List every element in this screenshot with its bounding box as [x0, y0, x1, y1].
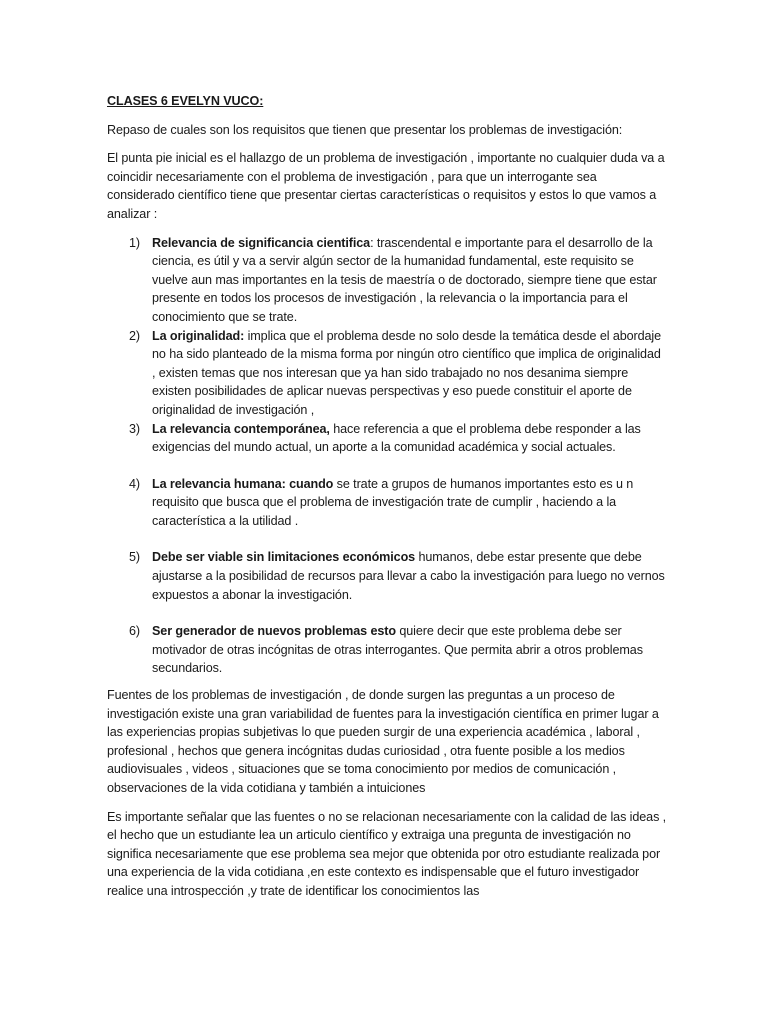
requirement-heading: La originalidad:: [152, 328, 245, 343]
requirement-item-2: [107, 327, 667, 420]
requirement-text: humanos, debe estar presente que debe ajustarse a la posibilidad de recursos para llevar a cabo la investigación para luego no vernos expuestos a abonar la investigación.: [152, 550, 665, 602]
requirement-text: implica que el problema desde no solo desde la temática desde el abordaje no ha sido planteado de la misma forma por ningún otro científico que implica de originalidad , existen temas que nos interesan que ya han sido trabajado no nos desanima siempre existen posibilidades de aplicar nuevas perspectivas y eso puede constituir el aporte de originalidad de investigación ,: [152, 328, 662, 417]
requirement-text: se trate a grupos de humanos importantes esto es u n requisito que busca que el problema de investigación trate de cumplir , haciendo a la característica a la utilidad .: [152, 476, 634, 528]
requirement-item-1: [107, 234, 667, 327]
intro-paragraph: Repaso de cuales son los requisitos que tienen que presentar los problemas de investigación:: [107, 122, 623, 137]
document-title: CLASES 6 EVELYN VUCO:: [107, 94, 264, 108]
closing-paragraph: Es importante señalar que las fuentes o no se relacionan necesariamente con la calidad de las ideas , el hecho que un estudiante lea un articulo científico y extraiga una pregunta de investigación no significa necesariamente que ese problema sea mejor que obtenida por otro estudiante realizada por una experiencia de la vida cotidiana ,en este contexto es indispensable que el futuro investigador realice una introspección ,y trate de identificar los conocimientos las: [107, 809, 667, 898]
sources-paragraph: Fuentes de los problemas de investigación , de donde surgen las preguntas a un proceso de investigación existe una gran variabilidad de fuentes para la investigación científica en primer lugar a las experiencias propias subjetivas lo que pueden surgir de una experiencia académica , laboral , profesional , hechos que genera incógnitas dudas curiosidad , otra fuente posible a los medios audiovisuales , videos , situaciones que se toma conocimiento por medios de comunicación , observaciones de la vida cotidiana y también a intuiciones: [107, 688, 659, 795]
list-number: 4): [129, 476, 140, 491]
requirement-heading: La relevancia contemporánea,: [152, 421, 330, 436]
list-number: 2): [129, 328, 140, 343]
requirement-heading: Ser generador de nuevos problemas esto: [152, 624, 396, 639]
requirement-text: hace referencia a que el problema debe responder a las exigencias del mundo actual, un aporte a la comunidad académica y social actuales.: [152, 421, 641, 455]
requirement-item-5: [107, 548, 667, 604]
requirement-text: : trascendental e importante para el desarrollo de la ciencia, es útil y va a servir algún sector de la humanidad fundamental, este requisito se vuelve aun mas importantes en la tesis de maestría o de doctorado, siempre tiene que estar presente en todos los procesos de investigación , la relevancia o la importancia para el conocimiento que se trate.: [152, 235, 657, 324]
requirement-heading: Debe ser viable sin limitaciones económicos: [152, 550, 416, 565]
opening-paragraph: El punta pie inicial es el hallazgo de un problema de investigación , importante no cualquier duda va a coincidir necesariamente con el problema de investigación , para que un interrogante sea considerado científico tiene que presentar ciertas características o requisitos y estos lo que vamos a analizar :: [107, 151, 665, 221]
document-content: [107, 92, 667, 911]
list-number: 3): [129, 421, 140, 436]
requirement-text: quiere decir que este problema debe ser motivador de otras incógnitas de otras interrogantes. Que permita abrir a otros problemas secundarios.: [152, 624, 643, 676]
requirement-item-3: [107, 420, 667, 457]
requirement-heading: Relevancia de significancia cientifica: [152, 235, 371, 250]
requirement-item-6: [107, 622, 667, 678]
requirement-item-4: [107, 475, 667, 531]
requirements-list: [107, 234, 667, 678]
list-number: 6): [129, 624, 140, 639]
list-number: 1): [129, 235, 140, 250]
requirement-heading: La relevancia humana: cuando: [152, 476, 334, 491]
list-number: 5): [129, 550, 140, 565]
